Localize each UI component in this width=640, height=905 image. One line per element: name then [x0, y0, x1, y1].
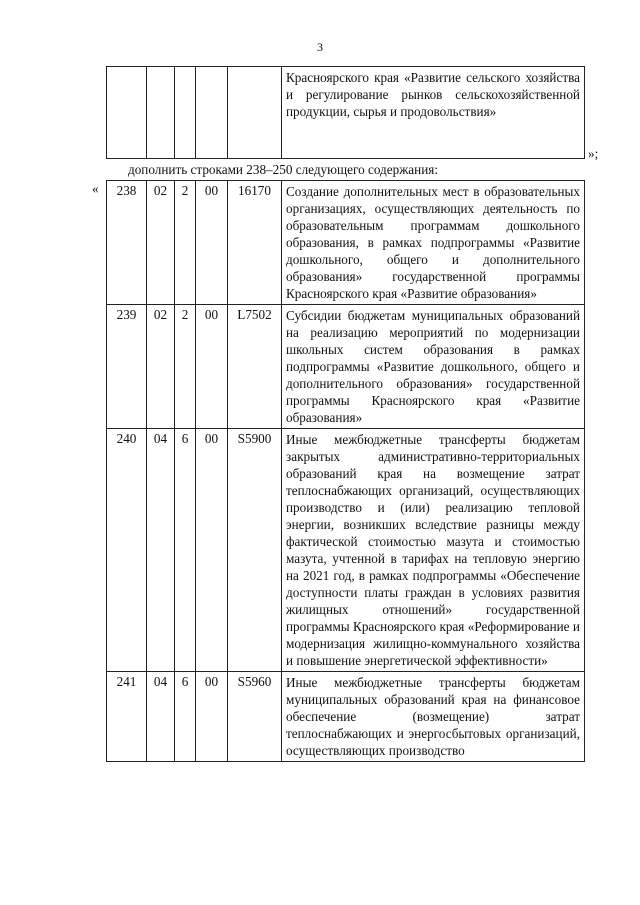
subprogram-cell: [196, 67, 228, 159]
section-cell: [147, 67, 175, 159]
closing-quote: »;: [588, 146, 599, 161]
program-cell: 2: [175, 305, 196, 429]
row-number-cell: 241: [107, 672, 147, 762]
row-number-cell: 238: [107, 181, 147, 305]
page-number: 3: [317, 40, 323, 54]
subprogram-cell: 00: [196, 181, 228, 305]
program-cell: 6: [175, 672, 196, 762]
table-row: [107, 67, 585, 159]
table-row: [107, 305, 585, 429]
program-cell: 2: [175, 181, 196, 305]
row-number-cell: 240: [107, 429, 147, 672]
amendment-table: [106, 180, 585, 762]
program-cell: 6: [175, 429, 196, 672]
row-number-cell: 239: [107, 305, 147, 429]
description-cell: Иные межбюджетные трансферты бюджетам муниципальных образований края на финансовое обеспечение (возмещение) затрат теплоснабжающих и энергосбытовых организаций, осуществляющих производство: [282, 672, 585, 762]
description-cell: Субсидии бюджетам муниципальных образований на реализацию мероприятий по модернизации школьных систем образования в рамках подпрограммы «Развитие дошкольного, общего и дополнительного образования» государственной программы Красноярского края «Развитие образования»: [282, 305, 585, 429]
opening-quote: «: [92, 181, 99, 196]
description-cell: Красноярского края «Развитие сельского хозяйства и регулирование рынков сельскохозяйственной продукции, сырья и продовольствия»: [282, 67, 585, 159]
table-row: [107, 672, 585, 762]
subprogram-cell: 00: [196, 305, 228, 429]
table-row: [107, 181, 585, 305]
code-cell: S5960: [228, 672, 282, 762]
row-number-cell: [107, 67, 147, 159]
section-cell: 04: [147, 429, 175, 672]
continued-table-fragment: [106, 66, 585, 159]
code-cell: L7502: [228, 305, 282, 429]
section-cell: 02: [147, 305, 175, 429]
description-cell: Создание дополнительных мест в образовательных организациях, осуществляющих деятельность по образовательным программам дошкольного образования, в рамках подпрограммы «Развитие дошкольного, общего и дополнительного образования» государственной программы Красноярского края «Развитие образования»: [282, 181, 585, 305]
description-cell: Иные межбюджетные трансферты бюджетам закрытых административно-территориальных образований края на возмещение затрат теплоснабжающих организаций, осуществляющих производство и (или) реализацию тепловой энергии, возникших вследствие разницы между фактической стоимостью мазута и стоимостью мазута, учтенной в тарифах на тепловую энергию на 2021 год, в рамках подпрограммы «Обеспечение доступности платы граждан в условиях развития жилищных отношений» государственной программы Красноярского края «Реформирование и модернизация жилищно-коммунального хозяйства и повышение энергетической эффективности»: [282, 429, 585, 672]
section-cell: 02: [147, 181, 175, 305]
program-cell: [175, 67, 196, 159]
subprogram-cell: 00: [196, 672, 228, 762]
code-cell: S5900: [228, 429, 282, 672]
subprogram-cell: 00: [196, 429, 228, 672]
code-cell: 16170: [228, 181, 282, 305]
code-cell: [228, 67, 282, 159]
table-row: [107, 429, 585, 672]
section-cell: 04: [147, 672, 175, 762]
intro-text: дополнить строками 238–250 следующего содержания:: [128, 162, 439, 177]
